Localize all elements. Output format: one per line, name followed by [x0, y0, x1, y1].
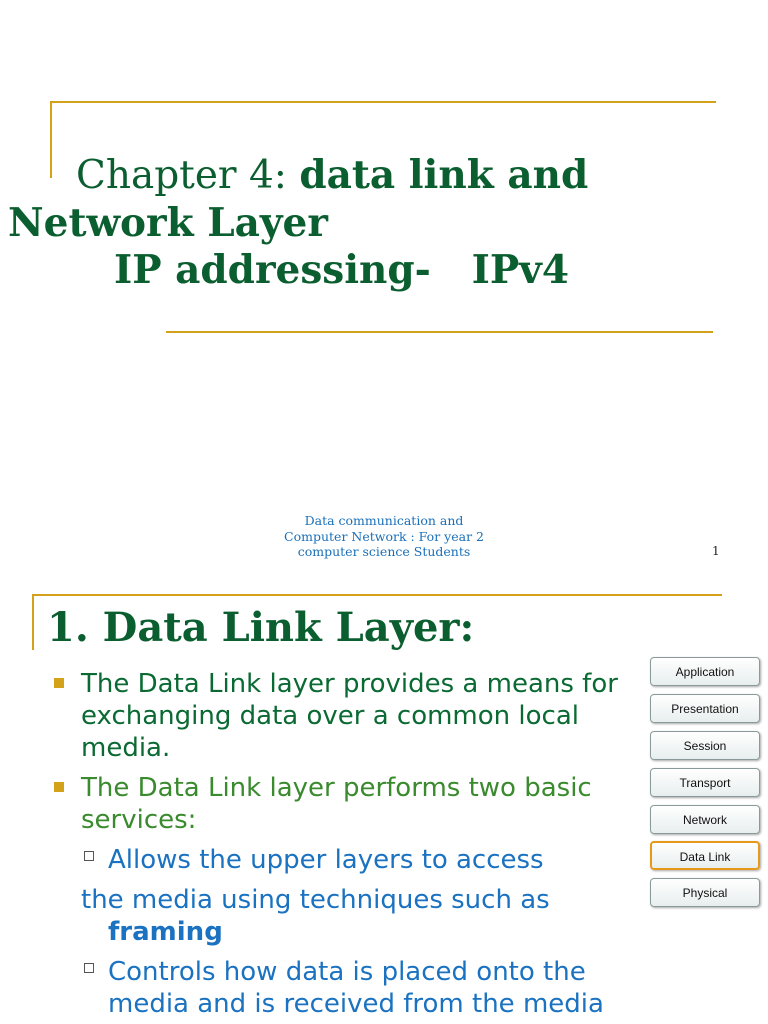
- bullet1-line1: The Data Link layer provides a means for: [81, 669, 618, 699]
- osi-layer-presentation: Presentation: [650, 694, 760, 723]
- bullet1-line2: exchanging data over a common local: [81, 701, 579, 731]
- chapter-title-line3: IP addressing- IPv4: [114, 247, 569, 293]
- sub-bullet-marker: [84, 963, 94, 973]
- chapter-title-line2: Network Layer: [8, 200, 328, 246]
- osi-layer-application: Application: [650, 657, 760, 686]
- sub2-line2: media and is received from the media: [108, 989, 604, 1019]
- bullet2-line2: services:: [81, 805, 197, 835]
- osi-layer-data-link: Data Link: [650, 841, 760, 870]
- slide-title: 1. Data Link Layer:: [47, 604, 475, 651]
- sub1-bold: framing: [108, 917, 223, 947]
- slide2-top-rule: [32, 594, 722, 596]
- page-number: 1: [712, 544, 720, 558]
- content-slide: [0, 580, 768, 1024]
- osi-layer-transport: Transport: [650, 768, 760, 797]
- osi-layer-physical: Physical: [650, 878, 760, 907]
- chapter-title-line1: Chapter 4: data link and: [76, 152, 589, 198]
- osi-layer-network: Network: [650, 805, 760, 834]
- slide2-left-rule: [32, 594, 34, 650]
- bottom-rule: [166, 331, 713, 333]
- bullet-marker: [54, 678, 64, 688]
- osi-layer-session: Session: [650, 731, 760, 760]
- bullet1-line3: media.: [81, 733, 171, 763]
- bullet2-line1: The Data Link layer performs two basic: [81, 773, 592, 803]
- slide-footer: Data communication and Computer Network : For year 2 computer science Students: [284, 513, 484, 559]
- sub2-line1: Controls how data is placed onto the: [108, 957, 586, 987]
- sub1-line2: the media using techniques such as: [81, 885, 550, 915]
- left-rule: [50, 101, 52, 178]
- bullet-marker: [54, 782, 64, 792]
- sub-bullet-marker: [84, 851, 94, 861]
- sub1-line1: Allows the upper layers to access: [108, 845, 544, 875]
- top-rule: [50, 101, 716, 103]
